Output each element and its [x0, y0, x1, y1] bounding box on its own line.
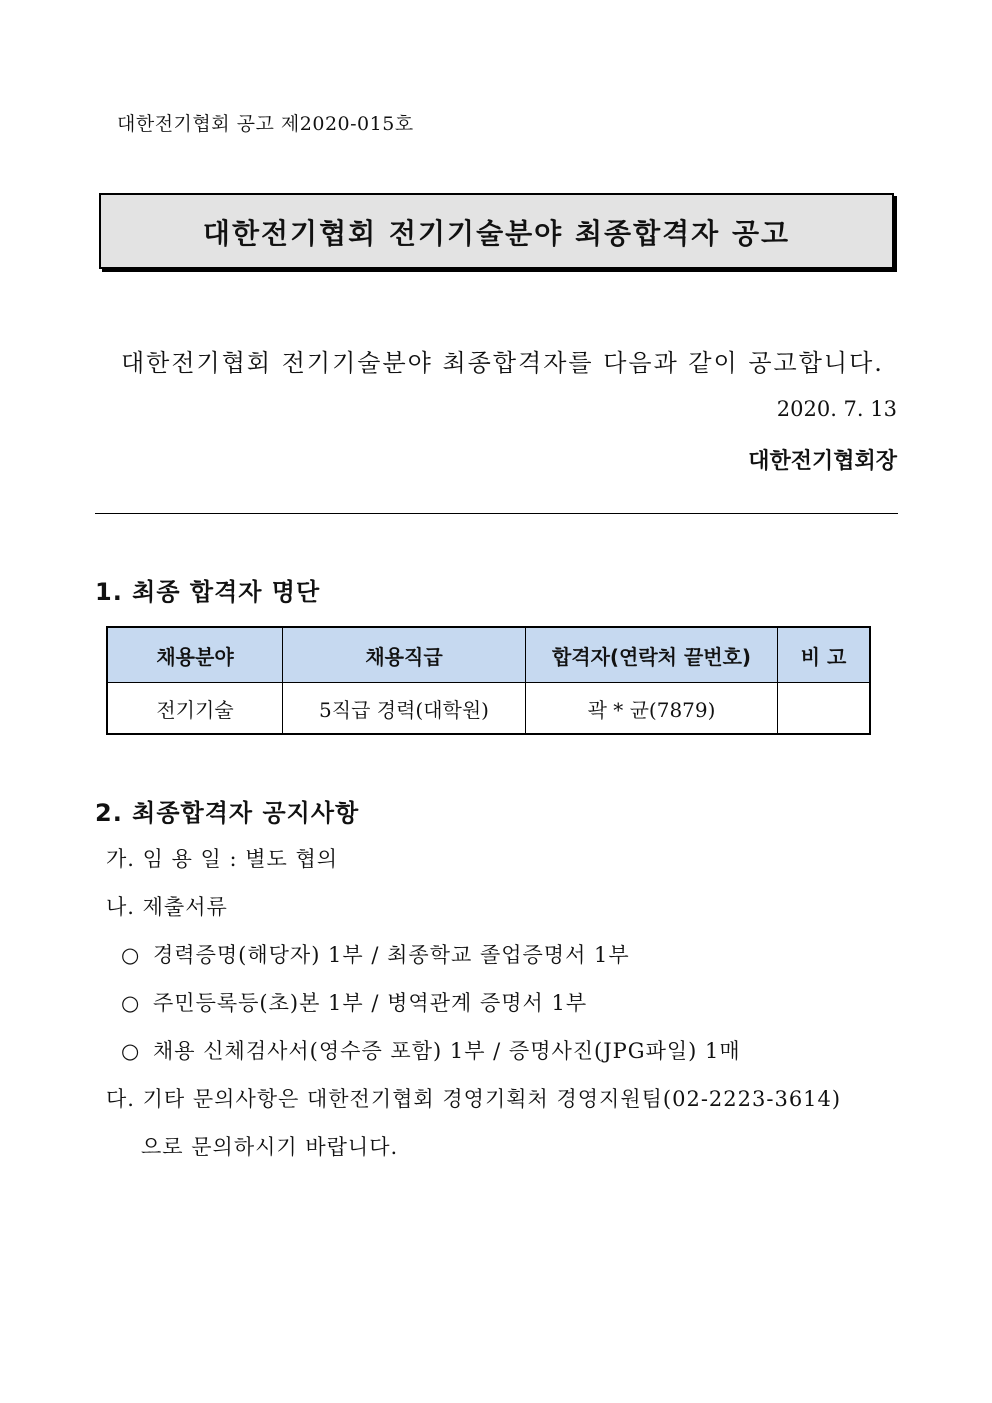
list-item: [121, 939, 630, 969]
document-text: 경력증명(해당자) 1부 / 최종학교 졸업증명서 1부: [153, 943, 630, 967]
cell-applicant: 곽 * 균(7879): [526, 683, 778, 735]
cell-grade: 5직급 경력(대학원): [283, 683, 526, 735]
intro-text: 대한전기협회 전기기술분야 최종합격자를 다음과 같이 공고합니다.: [121, 349, 884, 377]
appointment-date-item: 가. 임 용 일 : 별도 협의: [106, 847, 339, 871]
document-text: 주민등록등(초)본 1부 / 병역관계 증명서 1부: [153, 991, 588, 1015]
section2-heading: 2. 최종합격자 공지사항: [95, 799, 360, 827]
cell-remarks: [778, 683, 871, 735]
table-header-row: [107, 627, 870, 683]
bullet-icon: ○: [121, 991, 141, 1015]
bullet-icon: ○: [121, 1039, 141, 1063]
header-field: 채용분야: [107, 627, 283, 683]
list-item: [121, 1035, 741, 1065]
issuer-name: 대한전기협회장: [748, 449, 897, 474]
inquiry-item: 다. 기타 문의사항은 대한전기협회 경영기획처 경영지원팀(02-2223-3614): [106, 1087, 842, 1111]
header-remarks: 비 고: [778, 627, 871, 683]
header-applicant: 합격자(연락처 끝번호): [526, 627, 778, 683]
notice-number: 대한전기협회 공고 제2020-015호: [117, 113, 414, 135]
divider: [95, 513, 898, 514]
header-grade: 채용직급: [283, 627, 526, 683]
table-row: [107, 683, 870, 735]
section1-heading: 1. 최종 합격자 명단: [95, 578, 321, 606]
announcement-date: 2020. 7. 13: [776, 397, 897, 421]
bullet-icon: ○: [121, 943, 141, 967]
inquiry-item-continued: 으로 문의하시기 바랍니다.: [141, 1135, 399, 1159]
title-box: [99, 193, 894, 269]
page-title: 대한전기협회 전기기술분야 최종합격자 공고: [202, 217, 791, 250]
documents-item: 나. 제출서류: [106, 895, 228, 919]
list-item: [121, 987, 587, 1017]
document-text: 채용 신체검사서(영수증 포함) 1부 / 증명사진(JPG파일) 1매: [153, 1039, 741, 1063]
result-table: [106, 626, 871, 735]
cell-field: 전기기술: [107, 683, 283, 735]
